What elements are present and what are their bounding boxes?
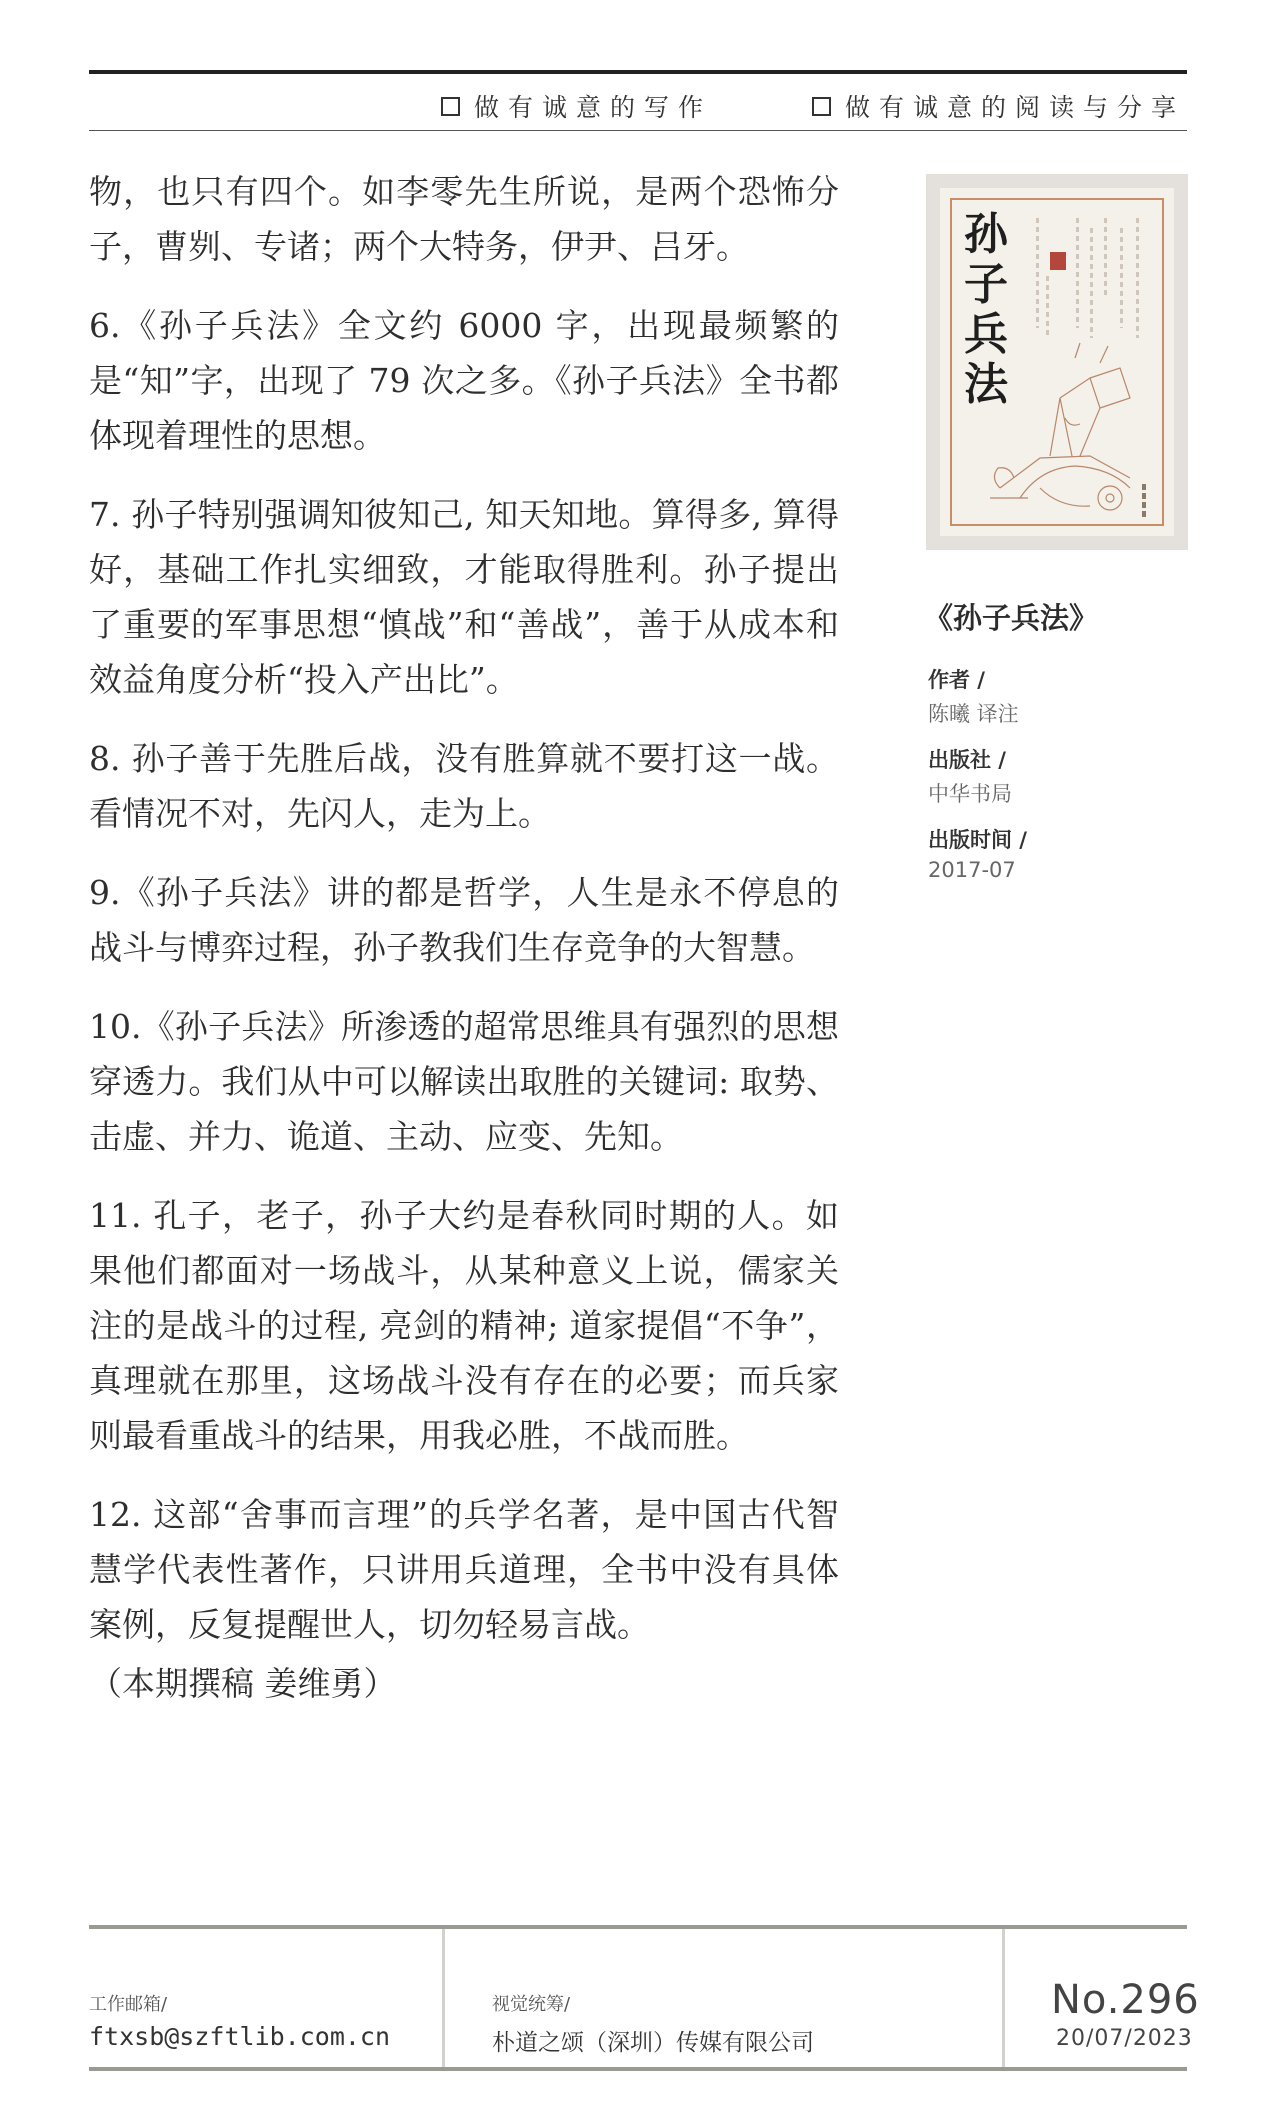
design-label: 视觉统筹/ [492, 1994, 571, 2015]
tagline-right-text: 做有诚意的阅读与分享 [845, 93, 1186, 122]
article-body [89, 164, 839, 1711]
footer-bottom-rule [89, 2067, 1187, 2071]
footer-divider [442, 1929, 445, 2067]
checkbox-square-icon [441, 97, 460, 116]
article-paragraph: 11. 孔子，老子，孙子大约是春秋同时期的人。如果他们都面对一场战斗，从某种意义上说，儒家关注的是战斗的过程, 亮剑的精神; 道家提倡“不争”，真理就在那里，这场战斗没有存在的必要；而兵家则最看重战斗的结果，用我必胜，不战而胜。 [89, 1196, 839, 1455]
issue-date: 20/07/2023 [1056, 2026, 1193, 2051]
publisher-mark [1142, 484, 1146, 520]
cover-seal-icon [1050, 252, 1066, 270]
header-top-rule [89, 70, 1187, 74]
author-value: 陈曦 译注 [928, 702, 1019, 726]
email-label: 工作邮箱/ [89, 1994, 168, 2015]
article-paragraph: 物，也只有四个。如李零先生所说，是两个恐怖分子，曹刿、专诸；两个大特务，伊尹、吕牙。 [89, 172, 839, 266]
footer-top-rule [89, 1925, 1187, 1929]
publisher-label: 出版社 / [928, 748, 1006, 772]
author-label: 作者 / [928, 668, 985, 692]
article-paragraph: 6.《孙子兵法》全文约 6000 字，出现最频繁的是“知”字，出现了 79 次之多。《孙子兵法》全书都体现着理性的思想。 [89, 306, 839, 455]
design-company: 朴道之颂（深圳）传媒有限公司 [492, 2030, 814, 2056]
article-paragraph: 9.《孙子兵法》讲的都是哲学，人生是永不停息的战斗与博弈过程，孙子教我们生存竞争的大智慧。 [89, 873, 839, 967]
header-bottom-rule [89, 130, 1187, 131]
book-title: 《孙子兵法》 [924, 601, 1099, 635]
email-address[interactable]: ftxsb@szftlib.com.cn [89, 2022, 391, 2051]
publish-date-value: 2017-07 [928, 858, 1016, 882]
book-cover-image [926, 174, 1188, 550]
issue-number: No.296 [1051, 1977, 1200, 2023]
publisher-value: 中华书局 [928, 782, 1012, 806]
article-paragraph: 7. 孙子特别强调知彼知己, 知天知地。算得多, 算得好，基础工作扎实细致，才能取得胜利。孙子提出了重要的军事思想“慎战”和“善战”，善于从成本和效益角度分析“投入产出比”。 [89, 495, 839, 699]
article-paragraph: 10.《孙子兵法》所渗透的超常思维具有强烈的思想穿透力。我们从中可以解读出取胜的关键词: 取势、击虚、并力、诡道、主动、应变、先知。 [89, 1007, 839, 1156]
header-tagline-right [812, 88, 1185, 124]
article-paragraph: 12. 这部“舍事而言理”的兵学名著，是中国古代智慧学代表性著作，只讲用兵道理，全书中没有具体案例，反复提醒世人，切勿轻易言战。 [89, 1495, 839, 1644]
footer-divider [1002, 1929, 1005, 2067]
cover-title: 孙子兵法 [964, 209, 1008, 410]
header-tagline-left [441, 88, 712, 124]
publish-date-label: 出版时间 / [928, 828, 1027, 852]
chariot-illustration-icon [980, 338, 1160, 518]
tagline-left-text: 做有诚意的写作 [474, 93, 713, 122]
article-paragraph: 8. 孙子善于先胜后战，没有胜算就不要打这一战。看情况不对，先闪人，走为上。 [89, 739, 839, 833]
article-signature: （本期撰稿 姜维勇） [89, 1664, 397, 1703]
checkbox-square-icon [812, 97, 831, 116]
